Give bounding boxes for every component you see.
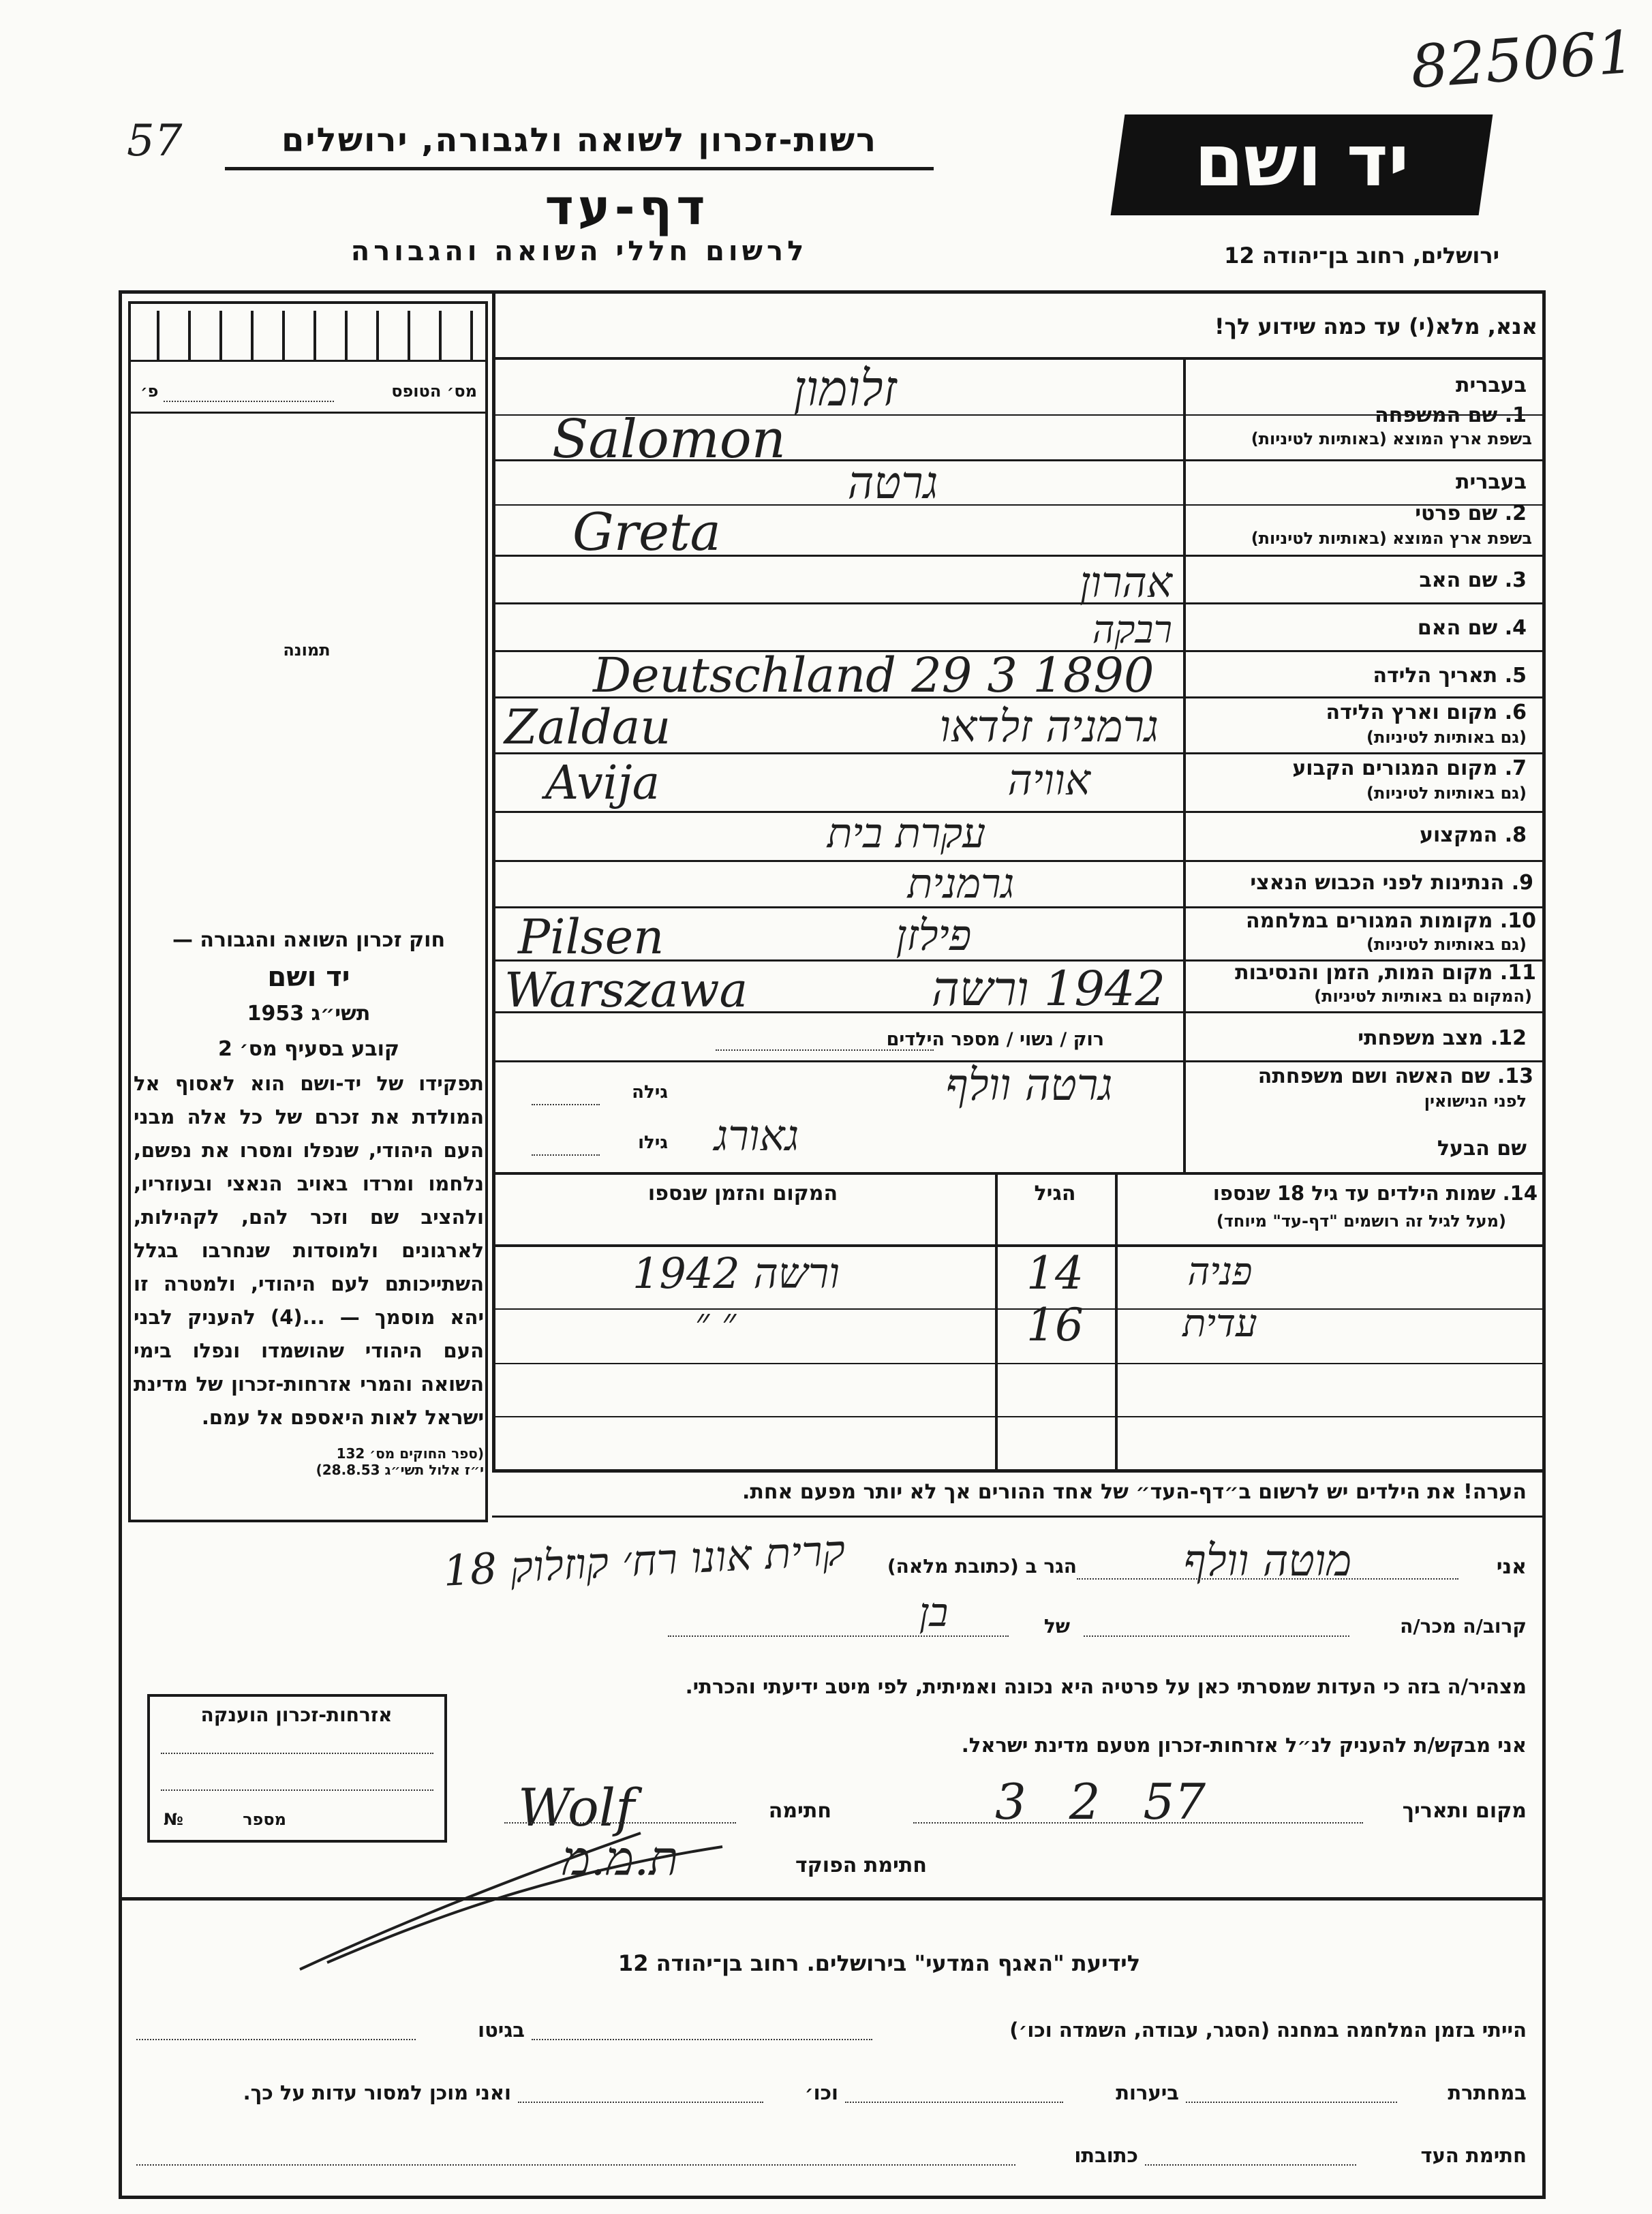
- law-year: תשי״ג 1953: [247, 1002, 371, 1026]
- residence-label: 7. מקום המגורים הקבוע: [1292, 756, 1527, 780]
- question-line: אנא, מלא(י) עד כמה שידוע לך!: [1214, 313, 1538, 339]
- bottom-heading: לידיעת "האגף המדעי" בירושלים. רחוב בן־יהודה 12: [617, 1950, 1141, 1976]
- children-row-rule: [495, 1363, 1545, 1364]
- bottom-underground-label: במחתרת: [1448, 2081, 1527, 2104]
- authority-line: רשות-זכרון לשואה ולגבורה, ירושלים: [281, 121, 878, 159]
- death-place-latin[interactable]: Warszawa: [504, 962, 748, 1018]
- note-line: הערה! את הילדים יש לרשום ב״דף-העד״ של אחד ההורים אך לא יותר מפעם אחת.: [742, 1480, 1527, 1504]
- bottom-ghetto-line: [136, 2039, 416, 2040]
- bottom-witness-signature-line: [1145, 2164, 1356, 2166]
- form-number-divider: [129, 412, 487, 414]
- barcode-tick-strip: [157, 311, 484, 360]
- husband-name-label: שם הבעל: [1437, 1137, 1527, 1160]
- declarant-line: [1077, 1578, 1458, 1580]
- citizenship-line-2: [161, 1789, 433, 1791]
- registry-number: 825061: [1408, 18, 1637, 102]
- citizenship-line-1: [161, 1753, 433, 1754]
- logo-text: יד ושם: [1194, 119, 1409, 202]
- bottom-address-line: [136, 2164, 1015, 2166]
- wartime-residence-hebrew[interactable]: פילזן: [896, 910, 972, 960]
- officer-signature-label: חתימת הפוקד: [795, 1854, 927, 1877]
- wife-age-label: גילה: [632, 1082, 668, 1103]
- bottom-address-label: כתובתו: [1074, 2144, 1138, 2167]
- child-1-place[interactable]: ורשה 1942: [632, 1248, 840, 1298]
- photo-label: תמונה: [283, 641, 331, 660]
- wife-name-value[interactable]: גרטה וולף: [945, 1060, 1113, 1111]
- bottom-section-rule: [119, 1897, 1546, 1901]
- frame-bottom: [119, 2196, 1546, 2199]
- bottom-camp-label: הייתי בזמן המלחמה במחנה (הסגר, עבודה, השמדה וכו׳): [1009, 2018, 1527, 2042]
- marital-status-options[interactable]: רוק / נשוי / מספר הילדים: [886, 1029, 1104, 1050]
- family-name-hebrew[interactable]: זלומון: [793, 360, 897, 417]
- relation-value[interactable]: בן: [919, 1589, 949, 1635]
- signature-line: [504, 1822, 736, 1824]
- husband-name-value[interactable]: גאורג: [714, 1111, 799, 1160]
- wartime-residence-label: 10. מקומות המגורים במלחמה: [1246, 909, 1536, 933]
- children-row-rule: [495, 1416, 1545, 1417]
- marital-status-label: 12. מצב משפחתי: [1358, 1026, 1527, 1050]
- authority-underline: [225, 167, 934, 170]
- first-name-hebrew-tag: בעברית: [1456, 470, 1527, 494]
- form-number-marker: פ׳: [140, 382, 159, 401]
- birthplace-hebrew[interactable]: גרמניה זלדאו: [939, 702, 1159, 752]
- child-2-name[interactable]: עדית: [1182, 1302, 1257, 1346]
- citizenship-number-mark: №: [164, 1810, 183, 1829]
- children-label: 14. שמות הילדים עד גיל 18 שנספו: [1212, 1182, 1538, 1205]
- right-column-left-edge: [492, 294, 495, 1471]
- declarant-address[interactable]: קרית אונו רח׳ קוזלוק 18: [442, 1525, 846, 1596]
- law-source-1: (ספר החוקים מס׳ 132: [336, 1445, 484, 1462]
- question-divider: [492, 357, 1545, 360]
- place-date-label: מקום ותאריך: [1402, 1799, 1527, 1823]
- signature-value[interactable]: Wolf: [518, 1777, 635, 1838]
- first-name-sub: בשפת ארץ המוצא (באותיות לטיניות): [1251, 529, 1532, 548]
- of-line: [668, 1635, 1009, 1637]
- father-name-value[interactable]: אהרון: [1080, 557, 1172, 607]
- birthplace-latin[interactable]: Zaldau: [504, 699, 671, 755]
- child-1-name[interactable]: פניה: [1187, 1250, 1253, 1294]
- marital-status-line: [716, 1049, 934, 1051]
- first-name-hebrew[interactable]: גרטה: [847, 457, 938, 509]
- occupation-value[interactable]: עקרת בית: [827, 810, 986, 857]
- bottom-underground-line: [1186, 2102, 1397, 2103]
- residing-label: הגר ב (כתובת מלאה): [887, 1555, 1077, 1578]
- wartime-residence-sub: (גם באותיות לטיניות): [1366, 935, 1527, 954]
- wartime-residence-latin[interactable]: Pilsen: [518, 909, 664, 965]
- children-place-header: המקום והזמן שנספו: [647, 1182, 838, 1205]
- birth-date-value[interactable]: Deutschland 29 3 1890: [593, 647, 1154, 703]
- wife-age-line: [532, 1104, 600, 1105]
- frame-top: [119, 290, 1546, 294]
- first-name-latin[interactable]: Greta: [572, 502, 721, 562]
- residence-hebrew[interactable]: אוויה: [1007, 755, 1090, 805]
- residence-latin[interactable]: Avija: [545, 756, 660, 810]
- signature-label: חתימה: [768, 1799, 831, 1823]
- nationality-label: 9. הנתינות לפני הכבוש הנאצי: [1250, 871, 1533, 895]
- bottom-etc-line: [518, 2102, 763, 2103]
- law-box: [134, 923, 484, 1516]
- form-subtitle: לרשום חללי השואה והגבורה: [350, 236, 808, 267]
- law-clause: קובע בסעיף מס׳ 2: [217, 1037, 400, 1061]
- child-2-age[interactable]: 16: [1026, 1299, 1084, 1351]
- nationality-value[interactable]: גרמנית: [907, 860, 1015, 908]
- citizenship-number-label: מספר: [243, 1810, 286, 1829]
- barcode-base: [129, 360, 487, 362]
- law-source-2: י״ז אלול תשי״ג 28.8.53): [316, 1462, 484, 1478]
- date-value[interactable]: 3 2 57: [995, 1773, 1206, 1830]
- place-date-line: [913, 1822, 1363, 1824]
- children-sub: (מעל לגיל זה רושמים "דף-עד" מיוחד): [1216, 1212, 1506, 1231]
- declarant-name[interactable]: מוטה וולף: [1183, 1536, 1352, 1586]
- occupation-label: 8. המקצוע: [1420, 823, 1527, 847]
- bottom-willing-label: ואני מוכן למסור עדות על כך.: [243, 2081, 511, 2104]
- children-col-b: [1115, 1173, 1118, 1471]
- family-name-latin[interactable]: Salomon: [552, 409, 786, 470]
- address: ירושלים, רחוב בן־יהודה 12: [1224, 243, 1499, 268]
- law-text: תפקידו של יד-ושם הוא לאסוף אל המולדת את זכרם של כל אלה מבני העם היהודי, שנפלו ומסרו את נפשם, נלחמו ומרדו באויב הנאצי ובעוזריו, ולהציב שם וזכר להם, לקהילות, לארגונים ולמוסדות שנחרבו בגלל השתייכותם לעם היהודי, ולמטרה זו יהא מוסמך — ...(4) להעניק לבני העם היהודי שהושמדו ונפלו בימי השואה והמרי אזרחות-זכרון של מדינת ישראל לאות היאספם אל עמם.: [134, 1072, 484, 1429]
- law-logo: יד ושם: [267, 962, 350, 993]
- family-name-hebrew-tag: בעברית: [1456, 373, 1527, 397]
- children-bottom-rule: [492, 1469, 1545, 1473]
- form-number-label: מס׳ הטופס: [391, 382, 477, 401]
- bottom-forest-label: ביערות: [1116, 2081, 1179, 2104]
- husband-age-line: [532, 1154, 600, 1156]
- child-1-age[interactable]: 14: [1026, 1247, 1084, 1300]
- statement-2: אני מבקש/ת להעניק לנ״ל אזרחות-זכרון מטעם מדינת ישראל.: [961, 1734, 1527, 1757]
- of-label: של: [1043, 1615, 1070, 1638]
- children-age-header: הגיל: [1034, 1182, 1076, 1205]
- death-place-label: 11. מקום המות, הזמן והנסיבות: [1235, 961, 1536, 985]
- bottom-etc-label: וכו׳: [804, 2081, 838, 2104]
- death-place-sub: (המקום גם באותיות לטיניות): [1314, 987, 1532, 1006]
- birth-date-label: 5. תאריך הלידה: [1373, 664, 1527, 688]
- child-2-place[interactable]: ״ ״: [694, 1300, 737, 1344]
- bottom-witness-signature-label: חתימת העד: [1420, 2144, 1527, 2167]
- form-title: דף-עד: [545, 179, 709, 236]
- family-name-sub: בשפת ארץ המוצא (באותיות לטיניות): [1251, 429, 1532, 448]
- label-column-edge: [1183, 358, 1186, 1173]
- bottom-forest-line: [845, 2102, 1063, 2103]
- husband-age-label: גילו: [638, 1133, 668, 1153]
- wife-name-sub: לפני הנישואין: [1424, 1092, 1527, 1111]
- relation-label: קרוב/ה מכר/ה: [1400, 1615, 1527, 1638]
- relation-line: [1084, 1635, 1349, 1637]
- father-name-label: 3. שם האב: [1419, 568, 1527, 592]
- children-col-a: [995, 1173, 998, 1471]
- bottom-camp-line: [532, 2039, 872, 2040]
- statement-1: מצהיר/ה בזה כי העדות שמסרתי כאן על פרטיה היא נכונה ואמיתית, לפי מיטב ידיעתי והכרתי.: [685, 1675, 1527, 1698]
- residence-sub: (גם באותיות לטיניות): [1366, 784, 1527, 803]
- death-place-hebrew[interactable]: 1942 ורשה: [931, 961, 1165, 1017]
- family-name-label: 1. שם המשפחה: [1375, 403, 1527, 427]
- birthplace-label: 6. מקום וארץ הלידה: [1326, 701, 1527, 724]
- bottom-ghetto-label: בגיטו: [478, 2018, 525, 2042]
- officer-signature-value[interactable]: ת.מ.מ: [562, 1830, 679, 1886]
- declarant-label: אני: [1496, 1555, 1527, 1579]
- frame-left: [119, 290, 122, 2198]
- row-rule: [495, 1172, 1545, 1175]
- birthplace-sub: (גם באותיות לטיניות): [1366, 728, 1527, 747]
- law-title: חוק זכרון השואה והגבורה —: [172, 928, 446, 952]
- corner-mark: 57: [127, 116, 183, 166]
- form-number-line: [164, 401, 334, 402]
- first-name-label: 2. שם פרטי: [1415, 502, 1527, 525]
- note-rule: [492, 1516, 1545, 1518]
- mother-name-label: 4. שם האם: [1417, 616, 1527, 640]
- citizenship-title: אזרחות-זכרון הוענקה: [200, 1704, 393, 1726]
- mother-name-value[interactable]: רבקה: [1092, 608, 1172, 652]
- wife-name-label: 13. שם האשה ושם משפחתה: [1257, 1064, 1533, 1088]
